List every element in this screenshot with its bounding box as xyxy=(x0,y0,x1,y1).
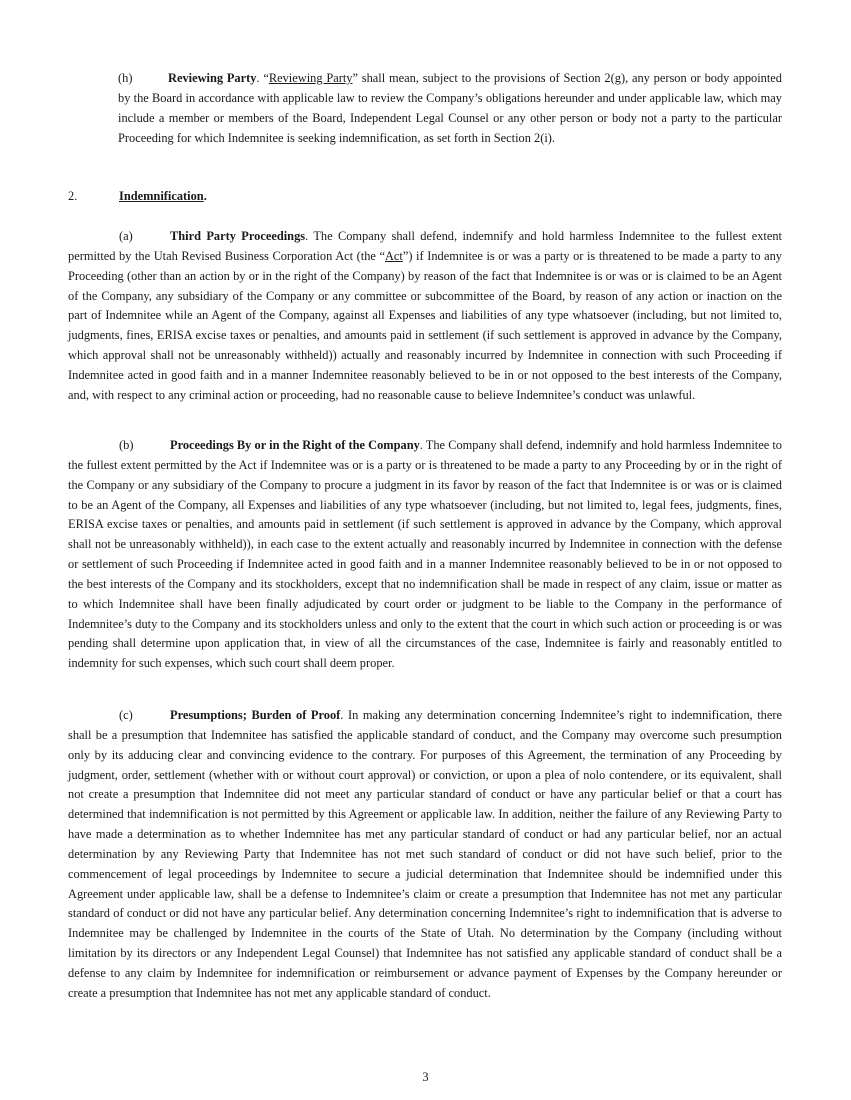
paragraph-b-text: . The Company shall defend, indemnify and hold harmless Indemnitee to the fullest extent permitted by the Act if Indemnitee was or is a party or is threatened to be made a party to any Proceeding by or in the right of the Company or any subsidiary of the Company to procure a judgment in its favor by reason of the fact that Indemnitee is or was or is claimed to be an Agent of the Company, all Expenses and liabilities of any type whatsoever (including, but not limited to, legal fees, judgments, fines, ERISA excise taxes or penalties, and amounts paid in settlement (if such settlement is approved in advance by the Company, which approval shall not be unreasonably withheld)), in each case to the extent actually and reasonably incurred by Indemnitee in connection with the defense or settlement of such Proceeding if Indemnitee acted in good faith and in a manner Indemnitee reasonably believed to be in or not opposed to the best interests of the Company and its stockholders, except that no indemnification shall be made in respect of any claim, issue or matter as to which Indemnitee shall have been finally adjudicated by court order or judgment to be liable to the Company in the performance of Indemnitee’s duty to the Company and its stockholders unless and only to the extent that the court in which such action or proceeding is or was pending shall determine upon application that, in view of all the circumstances of the case, Indemnitee is fairly and reasonably entitled to indemnity for such expenses, which such court shall deem proper. xyxy=(68,438,782,671)
paragraph-a-text-before-term: . The Company shall defend, indemnify and hold harmless Indemnitee to the fullest extent permitted by the Utah Revised Business Corporation Act (the “ xyxy=(68,229,782,263)
page-number: 3 xyxy=(422,1070,429,1084)
paragraph-c-title: Presumptions; Burden of Proof xyxy=(170,708,341,722)
paragraph-c-text: . In making any determination concerning Indemnitee’s right to indemnification, there shall be a presumption that Indemnitee has satisfied the applicable standard of conduct, and the Company may overcome such presumption only by its adducing clear and convincing evidence to the contrary. For purposes of this Agreement, the termination of any Proceeding by judgment, order, settlement (whether with or without court approval) or conviction, or upon a plea of nolo contendere, or its equivalent, shall not create a presumption that Indemnitee did not meet any particular standard of conduct or have any particular belief or that a court has determined that indemnification is not permitted by this Agreement or applicable law. In addition, neither the failure of any Reviewing Party to have made a determination as to whether Indemnitee has met any particular standard of conduct or had any particular belief, nor an actual determination by any Reviewing Party that Indemnitee has not met such standard of conduct or did not have such belief, prior to the commencement of legal proceedings by Indemnitee to secure a judicial determination that Indemnitee should be indemnified under this Agreement under applicable law, shall be a defense to Indemnitee’s claim or create a presumption that Indemnitee has not met any particular standard of conduct or did not have any particular belief. Any determination concerning Indemnitee’s right to indemnification that is adverse to Indemnitee may be challenged by Indemnitee in the courts of the State of Utah. No determination by the Company (including without limitation by its directors or any Independent Legal Counsel) that Indemnitee has not satisfied any applicable standard of conduct shall be a defense to any claim by Indemnitee for indemnification or reimbursement or advance payment of Expenses by the Company hereunder or create a presumption that Indemnitee has not met any applicable standard of conduct. xyxy=(68,708,782,1000)
section-2-heading xyxy=(68,187,782,207)
paragraph-c xyxy=(68,706,782,1004)
paragraph-a-title: Third Party Proceedings xyxy=(170,229,306,243)
section-2-title-suffix: . xyxy=(203,189,207,203)
section-2-title: Indemnification xyxy=(119,189,204,203)
paragraph-h-open-quote: . “ xyxy=(256,71,269,85)
paragraph-h-defined-term: Reviewing Party xyxy=(268,71,353,85)
paragraph-a-text: ”) if Indemnitee is or was a party or is threatened to be made a party to any Proceeding (other than an action by or in the right of the Company) by reason of the fact that Indemnitee is or was or is claimed to be an Agent of the Company, any subsidiary of the Company or any committee or subcommittee of the Board, by reason of any action or inaction on the part of Indemnitee while an Agent of the Company, against all Expenses and liabilities of any type whatsoever (including, but not limited to, judgments, fines, ERISA excise taxes or penalties, and amounts paid in settlement (if such settlement is approved in advance by the Company, which approval shall not be unreasonably withheld)) actually and reasonably incurred by Indemnitee in connection with such Proceeding if Indemnitee acted in good faith and in a manner Indemnitee reasonably believed to be in or not opposed to the best interests of the Company, and, with respect to any criminal action or proceeding, had no reasonable cause to believe Indemnitee’s conduct was unlawful. xyxy=(68,248,782,402)
paragraph-b-title: Proceedings By or in the Right of the Company xyxy=(170,438,420,452)
paragraph-a-number: (a) xyxy=(119,229,133,243)
paragraph-b-number: (b) xyxy=(119,438,134,452)
paragraph-h-number: (h) xyxy=(118,71,133,85)
paragraph-h-text: ” shall mean, subject to the provisions of Section 2(g), any person or body appointed by the Board in accordance with applicable law to review the Company’s obligations hereunder and under applicable law, which may include a member or members of the Board, Independent Legal Counsel or any other person or body not a party to the particular Proceeding for which Indemnitee is seeking indemnification, as set forth in Section 2(i). xyxy=(118,71,783,145)
paragraph-h xyxy=(118,69,782,148)
paragraph-a xyxy=(68,227,782,406)
paragraph-c-number: (c) xyxy=(119,708,133,722)
paragraph-b xyxy=(68,436,782,674)
paragraph-a-defined-term: Act xyxy=(384,248,403,263)
section-2-number: 2. xyxy=(68,189,78,203)
paragraph-h-title: Reviewing Party xyxy=(168,71,257,85)
